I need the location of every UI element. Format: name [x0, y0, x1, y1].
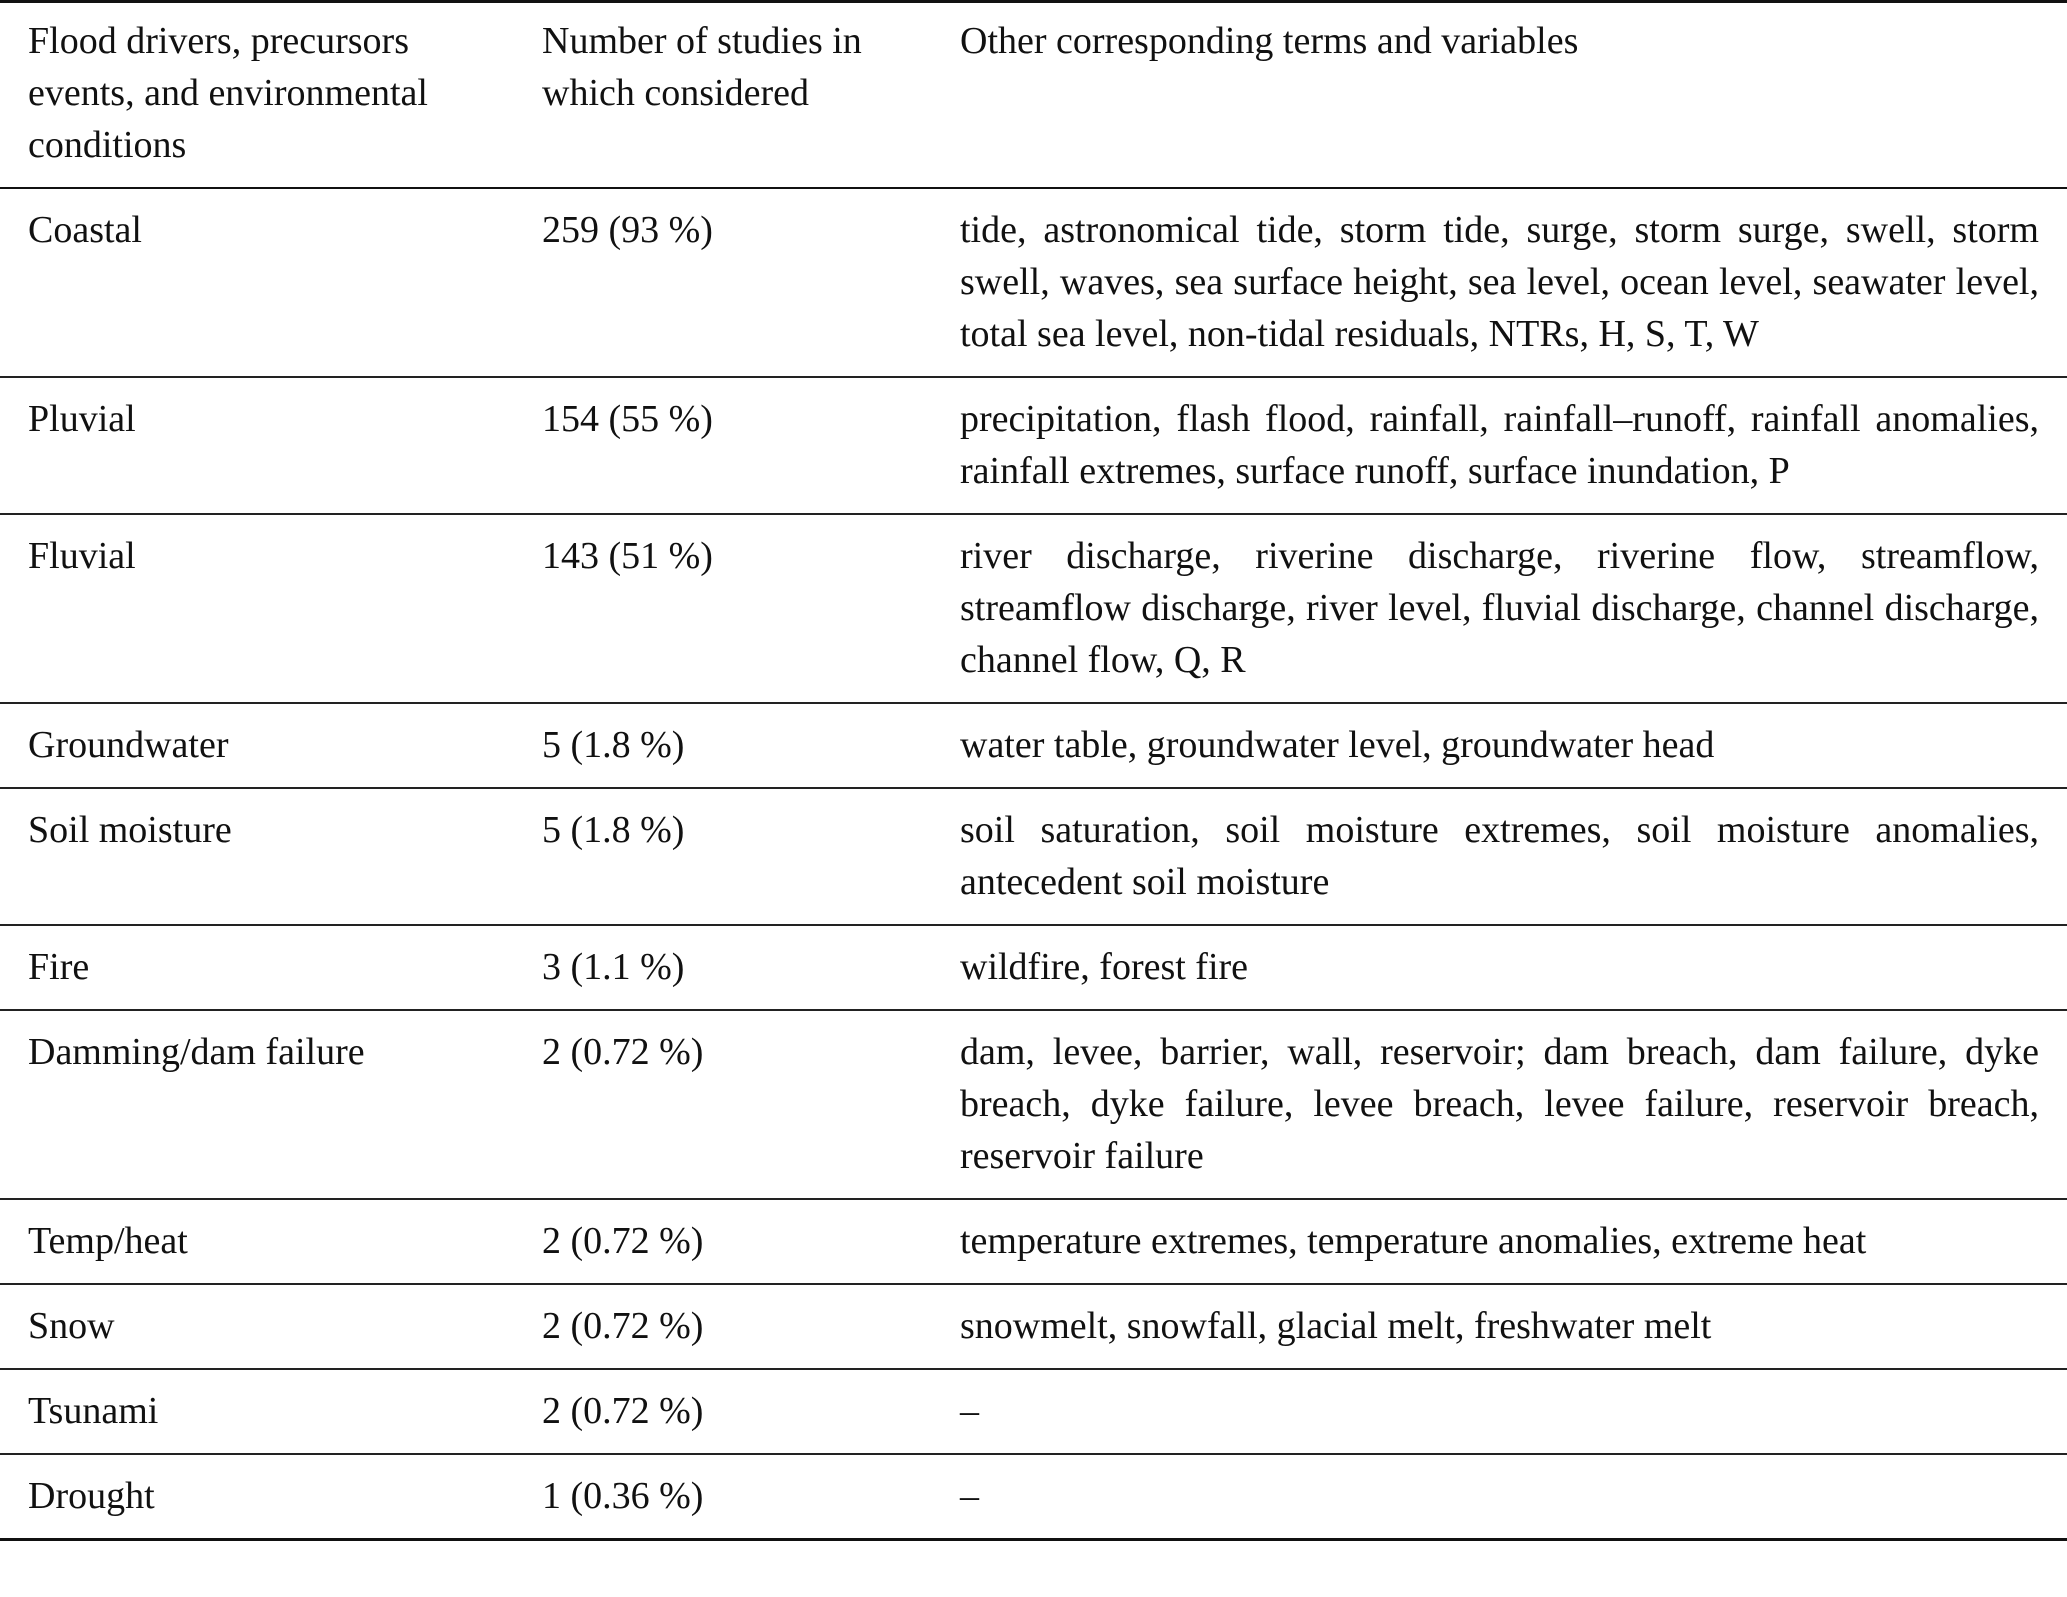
count-cell: 1 (0.36 %) — [514, 1454, 932, 1540]
count-cell: 5 (1.8 %) — [514, 703, 932, 788]
table-row — [0, 1454, 2067, 1540]
driver-cell: Snow — [0, 1284, 514, 1369]
driver-cell: Groundwater — [0, 703, 514, 788]
header-row — [0, 2, 2067, 189]
terms-cell: temperature extremes, temperature anomalies, extreme heat — [932, 1199, 2067, 1284]
table-body — [0, 188, 2067, 1540]
count-cell: 2 (0.72 %) — [514, 1369, 932, 1454]
count-cell: 5 (1.8 %) — [514, 788, 932, 925]
header-other-terms: Other corresponding terms and variables — [932, 2, 2067, 189]
terms-cell: – — [932, 1369, 2067, 1454]
terms-cell: water table, groundwater level, groundwater head — [932, 703, 2067, 788]
driver-cell: Coastal — [0, 188, 514, 377]
count-cell: 3 (1.1 %) — [514, 925, 932, 1010]
header-number-of-studies: Number of studies in which considered — [514, 2, 932, 189]
table-row — [0, 1284, 2067, 1369]
count-cell: 2 (0.72 %) — [514, 1199, 932, 1284]
count-cell: 259 (93 %) — [514, 188, 932, 377]
count-cell: 154 (55 %) — [514, 377, 932, 514]
terms-cell: – — [932, 1454, 2067, 1540]
table-row — [0, 1369, 2067, 1454]
terms-cell: precipitation, flash flood, rainfall, rainfall–runoff, rainfall anomalies, rainfall extremes, surface runoff, surface inundation, P — [932, 377, 2067, 514]
terms-cell: dam, levee, barrier, wall, reservoir; dam breach, dam failure, dyke breach, dyke failure, levee breach, levee failure, reservoir breach, reservoir failure — [932, 1010, 2067, 1199]
driver-cell: Fluvial — [0, 514, 514, 703]
count-cell: 2 (0.72 %) — [514, 1284, 932, 1369]
driver-cell: Pluvial — [0, 377, 514, 514]
driver-cell: Drought — [0, 1454, 514, 1540]
table-row — [0, 377, 2067, 514]
table-row — [0, 703, 2067, 788]
terms-cell: snowmelt, snowfall, glacial melt, freshwater melt — [932, 1284, 2067, 1369]
driver-cell: Damming/dam failure — [0, 1010, 514, 1199]
table-row — [0, 188, 2067, 377]
header-flood-drivers: Flood drivers, precursors events, and environmental conditions — [0, 2, 514, 189]
table-row — [0, 514, 2067, 703]
driver-cell: Temp/heat — [0, 1199, 514, 1284]
driver-cell: Tsunami — [0, 1369, 514, 1454]
driver-cell: Fire — [0, 925, 514, 1010]
count-cell: 2 (0.72 %) — [514, 1010, 932, 1199]
terms-cell: river discharge, riverine discharge, riverine flow, streamflow, streamflow discharge, river level, fluvial discharge, channel discharge, channel flow, Q, R — [932, 514, 2067, 703]
table-row — [0, 1010, 2067, 1199]
driver-cell: Soil moisture — [0, 788, 514, 925]
table-header — [0, 2, 2067, 189]
table-row — [0, 1199, 2067, 1284]
table-row — [0, 925, 2067, 1010]
count-cell: 143 (51 %) — [514, 514, 932, 703]
terms-cell: soil saturation, soil moisture extremes, soil moisture anomalies, antecedent soil moisture — [932, 788, 2067, 925]
terms-cell: tide, astronomical tide, storm tide, surge, storm surge, swell, storm swell, waves, sea surface height, sea level, ocean level, seawater level, total sea level, non-tidal residuals, NTRs, H, S, T, W — [932, 188, 2067, 377]
table-row — [0, 788, 2067, 925]
terms-cell: wildfire, forest fire — [932, 925, 2067, 1010]
